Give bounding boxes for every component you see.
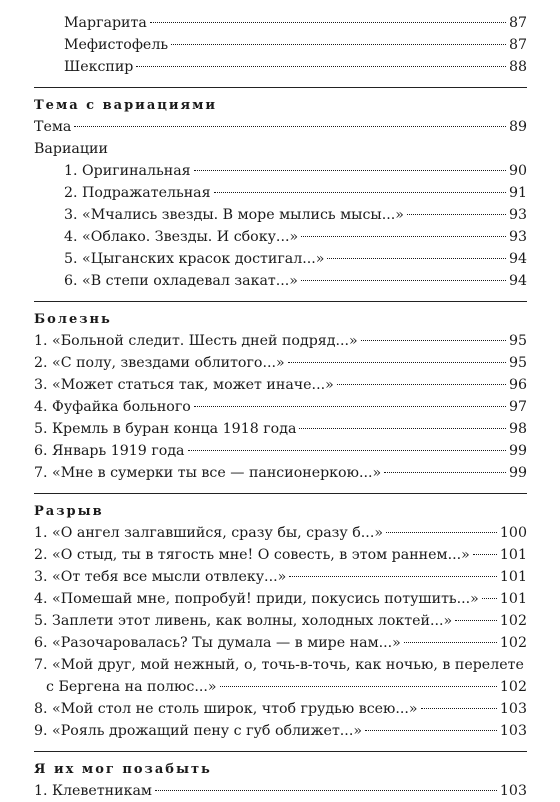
toc-page-number: 96 [508,377,527,393]
section-heading: Я их мог позабыть [34,762,212,777]
toc-entry-title: 4. Фуфайка больного [34,399,191,415]
dot-leader [301,236,506,237]
toc-entry[interactable] [34,632,527,654]
toc-entry[interactable] [34,226,527,248]
toc-entry[interactable] [34,160,527,182]
toc-entry[interactable] [34,56,527,78]
toc-entry-title: 9. «Рояль дрожащий пену с губ оближет...» [34,723,363,739]
toc-entry[interactable] [34,522,527,544]
toc-entry[interactable] [34,352,527,374]
toc-page-number: 103 [499,701,527,717]
dot-leader [214,192,506,193]
dot-leader [299,428,506,429]
toc-entry-title: 1. Оригинальная [64,163,191,179]
toc-entry-title: 7. «Мне в сумерки ты все — пансионеркою...» [34,465,382,481]
toc-entry-title: 6. Январь 1919 года [34,443,185,459]
toc-entry-title: 5. Кремль в буран конца 1918 года [34,421,297,437]
dot-leader [74,126,506,127]
toc-page-number: 99 [508,465,527,481]
toc-entry-title: 6. «Разочаровалась? Ты думала — в мире нам...» [34,635,401,651]
toc-entry-title: Мефистофель [64,37,169,53]
toc-page-number: 99 [508,443,527,459]
toc-page-number: 102 [499,679,527,695]
dot-leader [171,44,506,45]
toc-page-number: 93 [508,207,527,223]
toc-entry-title: 2. «С полу, звездами облитого...» [34,355,285,371]
toc-entry-title: 8. «Мой стол не столь широк, чтоб грудью всею...» [34,701,418,717]
toc-entry[interactable] [34,34,527,56]
dot-leader [327,258,506,259]
dot-leader [220,686,497,687]
dot-leader [384,472,506,473]
section-divider [34,493,527,494]
toc-entry-title: 4. «Облако. Звезды. И сбоку...» [64,229,299,245]
toc-page-number: 94 [508,251,527,267]
toc-page-number: 91 [508,185,527,201]
dot-leader [455,620,497,621]
toc-entry[interactable] [34,270,527,292]
toc-entry[interactable] [34,204,527,226]
toc-page-number: 95 [508,333,527,349]
toc-page-number: 102 [499,635,527,651]
toc-page-number: 101 [499,591,527,607]
toc-page-number: 94 [508,273,527,289]
toc-entry-title: 4. «Помешай мне, попробуй! приди, покусись потушить...» [34,591,479,607]
toc-entry[interactable] [34,12,527,34]
toc-entry-title: Вариации [34,141,108,157]
section-heading: Болезнь [34,312,112,327]
toc-entry-title: 1. Клеветникам [34,783,152,799]
dot-leader [473,554,497,555]
toc-page-number: 101 [499,547,527,563]
toc-entry-title: Шекспир [64,59,134,75]
toc-entry-title: 3. «Мчались звезды. В море мылись мысы...» [64,207,404,223]
toc-page-number: 93 [508,229,527,245]
section-divider [34,301,527,302]
toc-page-number: 95 [508,355,527,371]
toc-page-number: 98 [508,421,527,437]
toc-entry[interactable] [34,418,527,440]
toc-entry-title: 2. «О стыд, ты в тягость мне! О совесть, в этом раннем...» [34,547,470,563]
toc-entry-title: 5. Заплети этот ливень, как волны, холодных локтей...» [34,613,453,629]
toc-entry[interactable] [34,462,527,484]
dot-leader [188,450,506,451]
toc-entry-title: 3. «Может статься так, может иначе...» [34,377,334,393]
toc-page-number: 101 [499,569,527,585]
dot-leader [404,642,497,643]
toc-page-number: 103 [499,723,527,739]
toc-entry[interactable] [34,374,527,396]
toc-entry[interactable] [34,720,527,742]
dot-leader [155,790,497,791]
toc-page-number: 87 [508,15,527,31]
toc-entry-title: Тема [34,119,72,135]
dot-leader [337,384,506,385]
dot-leader [365,730,497,731]
toc-entry[interactable] [34,396,527,418]
toc-page-number: 103 [499,783,527,799]
toc-entry[interactable] [34,566,527,588]
toc-entry[interactable] [34,676,527,698]
toc-entry-title: 3. «От тебя все мысли отвлеку...» [34,569,287,585]
toc-entry-wrapped-line[interactable]: 7. «Мой друг, мой нежный, о, точь-в-точь, как ночью, в перелете [34,657,524,673]
dot-leader [194,406,506,407]
dot-leader [289,576,497,577]
toc-entry-title: 1. «О ангел залгавшийся, сразу бы, сразу б...» [34,525,384,541]
toc-entry-title: с Бергена на полюс...» [46,679,217,695]
section-heading: Разрыв [34,504,104,519]
toc-page-number: 100 [499,525,527,541]
dot-leader [288,362,506,363]
dot-leader [386,532,497,533]
dot-leader [194,170,506,171]
toc-entry-title: 5. «Цыганских красок достигал...» [64,251,325,267]
section-heading: Тема с вариациями [34,98,218,113]
toc-entry[interactable] [34,588,527,610]
dot-leader [421,708,497,709]
toc-entry-title: Маргарита [64,15,147,31]
section-divider [34,751,527,752]
dot-leader [482,598,497,599]
toc-entry-title: 2. Подражательная [64,185,211,201]
toc-entry[interactable] [34,330,527,352]
toc-entry[interactable] [34,698,527,720]
toc-entry[interactable] [34,544,527,566]
toc-subheading [34,138,527,160]
toc-entry[interactable] [34,248,527,270]
toc-page-number: 88 [508,59,527,75]
dot-leader [150,22,506,23]
dot-leader [136,66,506,67]
toc-entry[interactable] [34,780,527,802]
table-of-contents [34,12,527,802]
toc-entry-title: 6. «В степи охладевал закат...» [64,273,298,289]
toc-page-number: 97 [508,399,527,415]
toc-entry[interactable] [34,116,527,138]
toc-page-number: 87 [508,37,527,53]
dot-leader [301,280,506,281]
dot-leader [361,340,506,341]
toc-entry[interactable] [34,610,527,632]
toc-page-number: 89 [508,119,527,135]
toc-entry[interactable] [34,182,527,204]
section-divider [34,87,527,88]
toc-page-number: 102 [499,613,527,629]
toc-page-number: 90 [508,163,527,179]
toc-entry-title: 1. «Больной следит. Шесть дней подряд...» [34,333,358,349]
dot-leader [407,214,506,215]
toc-entry[interactable] [34,440,527,462]
